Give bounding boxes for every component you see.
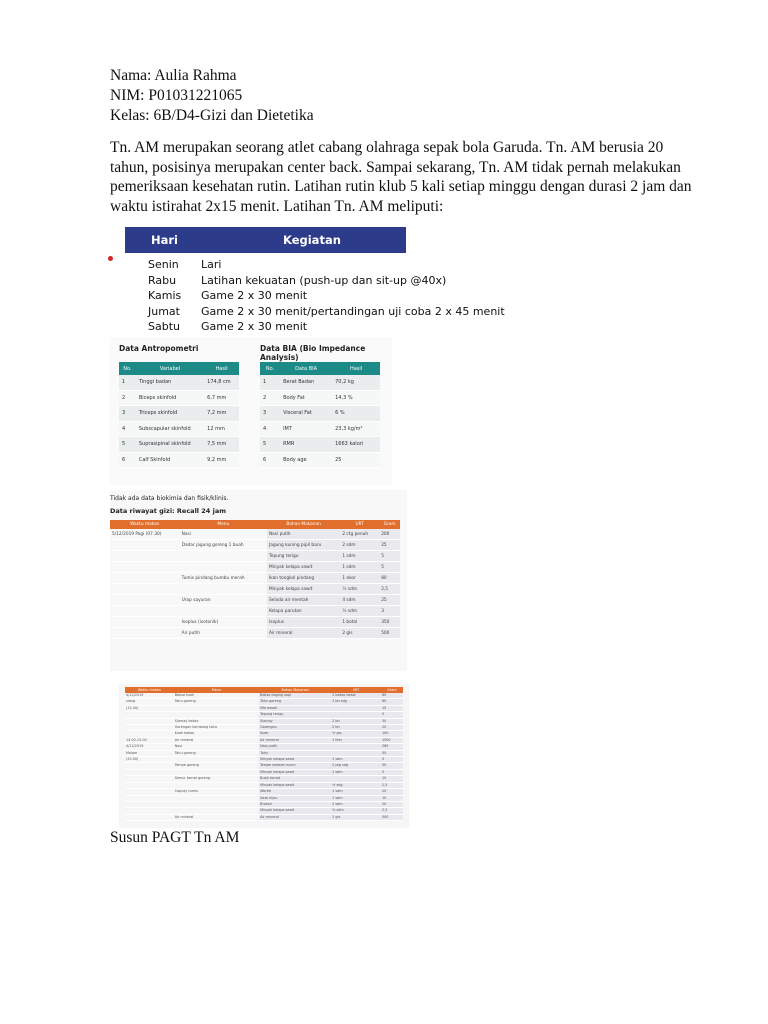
schedule-day: Kamis [148, 289, 182, 302]
table-row [260, 390, 380, 406]
table-cell: siang [125, 699, 174, 705]
schedule-row [125, 273, 447, 289]
schedule-activity: Game 2 x 30 menit/pertandingan uji coba 2 x 45 menit [201, 304, 505, 318]
table-row [110, 628, 400, 639]
table-cell: 4 [119, 421, 136, 437]
table-row [125, 814, 403, 820]
table-cell: Berat Badan [280, 375, 332, 390]
schedule-row [125, 288, 406, 304]
table-cell: 2 sdm [340, 540, 379, 551]
table-cell: Air mineral [259, 737, 331, 743]
table-cell: Ikan tongkol pindang [267, 573, 340, 584]
table-cell: 2 ctg penuh [340, 529, 379, 540]
anthro-title: Data Antropometri [119, 344, 199, 353]
student-info [110, 66, 314, 126]
column-header: No. [260, 362, 280, 375]
table-cell: 10 [381, 795, 403, 801]
table-row [110, 540, 400, 551]
table-cell: Air putih [180, 628, 267, 639]
table-cell: 4/12/2019 [125, 693, 174, 699]
footer-text: Susun PAGT Tn AM [110, 829, 240, 846]
table-cell [110, 617, 180, 628]
column-header: Menu [180, 520, 267, 529]
table-cell: 14,3 % [332, 390, 380, 406]
table-cell: 2 bakso besar [331, 693, 381, 699]
anthro-table [119, 362, 239, 468]
table-row [110, 584, 400, 595]
table-cell: 500 [379, 628, 400, 639]
column-header: Hasil [204, 362, 239, 375]
table-cell: Tempe kedelai murni [259, 763, 331, 769]
table-cell: 2 [260, 390, 280, 406]
table-cell: Minyak kelapa sawit [259, 808, 331, 814]
table-cell: 1 sdm [340, 562, 379, 573]
table-cell: 60 [381, 693, 403, 699]
table-cell: Calf Skinfold [136, 452, 204, 468]
column-header: URT [340, 520, 379, 529]
table-cell: Malam [125, 750, 174, 756]
table-cell: Minyak kelapa sawit [259, 782, 331, 788]
table-cell: 1 sdm [340, 551, 379, 562]
schedule-activity: Lari [201, 258, 222, 271]
table-cell [110, 562, 180, 573]
table-cell: 14.00-15.00 [125, 737, 174, 743]
table-row [260, 421, 380, 437]
table-cell: 2 [119, 390, 136, 406]
table-cell [180, 584, 267, 595]
table-cell: 20 [381, 789, 403, 795]
table-cell: 4/12/2019 [125, 744, 174, 750]
table-row [110, 529, 400, 540]
anthropometry-bia-image [110, 337, 392, 485]
table-row [119, 437, 239, 453]
table-cell: Kuah bakso [174, 731, 259, 737]
table-cell: Sawi hijau [259, 795, 331, 801]
table-cell: 1 botol [340, 617, 379, 628]
table-cell: 2 bh [331, 725, 381, 731]
table-cell: Isoplus [267, 617, 340, 628]
table-cell: Tumis pindang bumbu merah [180, 573, 267, 584]
table-cell: Triceps skinfold [136, 406, 204, 422]
column-header: URT [331, 687, 381, 693]
table-cell: 6 % [332, 406, 380, 422]
table-cell: 174,8 cm [204, 375, 239, 390]
table-cell: 70,2 kg [332, 375, 380, 390]
table-row [110, 617, 400, 628]
column-header: Bahan Makanan [259, 687, 331, 693]
schedule-activity: Game 2 x 30 menit [201, 289, 308, 302]
table-cell: 5 [260, 437, 280, 453]
table-cell: 25 [379, 595, 400, 606]
column-header: Gram [379, 520, 400, 529]
table-cell: ½ sdm [340, 606, 379, 617]
table-cell [110, 606, 180, 617]
table-cell: 1 sdm [331, 795, 381, 801]
table-row [260, 452, 380, 468]
table-cell: Gorengan [259, 725, 331, 731]
column-header: Variabel [136, 362, 204, 375]
recall-table-2 [125, 687, 403, 821]
table-cell: Wortel [259, 789, 331, 795]
table-cell: Tepung terigu [267, 551, 340, 562]
schedule-day: Rabu [148, 273, 177, 287]
table-cell: Tahu goreng [259, 699, 331, 705]
table-cell: 1 [260, 375, 280, 390]
table-cell: 4 [260, 421, 280, 437]
recall-table-1 [110, 520, 400, 639]
column-header: Gram [381, 687, 403, 693]
table-cell: Minyak kelapa sawit [259, 757, 331, 763]
table-cell: 50 [381, 763, 403, 769]
table-row [260, 406, 380, 422]
table-cell: 7,2 mm [204, 406, 239, 422]
table-cell: Bakso kuah [174, 693, 259, 699]
table-cell: 3 [379, 606, 400, 617]
table-cell: 1 ekor [340, 573, 379, 584]
table-cell: 2 ptg sdg [331, 763, 381, 769]
table-cell: 1500 [381, 737, 403, 743]
no-biochem-note: Tidak ada data biokimia dan fisik/klinis. [110, 495, 229, 502]
table-cell: Nasi [174, 744, 259, 750]
table-cell: 5 [381, 712, 403, 718]
table-cell: 25 [332, 452, 380, 468]
table-cell: 5 [119, 437, 136, 453]
table-cell: 15 [381, 705, 403, 711]
student-nim: NIM: P01031221065 [110, 87, 243, 104]
table-cell [110, 551, 180, 562]
column-header: Waktu makan [125, 687, 174, 693]
table-cell: 5 [379, 551, 400, 562]
table-cell: 350 [379, 617, 400, 628]
table-cell: Air mineral [267, 628, 340, 639]
training-schedule-image [125, 227, 505, 335]
table-cell: Tepung terigu [259, 712, 331, 718]
table-cell: Minyak kelapa sawit [259, 769, 331, 775]
table-cell: 7,5 mm [204, 437, 239, 453]
table-cell: Tinggi badan [136, 375, 204, 390]
column-header: No. [119, 362, 136, 375]
table-cell: Capcay tumis [174, 789, 259, 795]
table-cell: Siomay [259, 718, 331, 724]
schedule-activity: Game 2 x 30 menit [201, 320, 308, 333]
table-cell: 100 [381, 731, 403, 737]
column-header: Data BIA [280, 362, 332, 375]
table-cell [180, 551, 267, 562]
column-header: Menu [174, 687, 259, 693]
table-row [119, 452, 239, 468]
table-cell: ½ gls [331, 731, 381, 737]
table-cell: 5 [381, 757, 403, 763]
table-cell: Bakso daging sapi [259, 693, 331, 699]
table-cell: Body age [280, 452, 332, 468]
table-cell: Minyak kelapa sawit [267, 584, 340, 595]
table-cell: 9,2 mm [204, 452, 239, 468]
schedule-day: Senin [148, 258, 179, 271]
table-cell: 1 bh sdg [331, 699, 381, 705]
table-row [119, 390, 239, 406]
student-name: Nama: Aulia Rahma [110, 67, 237, 84]
table-header-row [110, 520, 400, 529]
table-cell: Nasi putih [259, 744, 331, 750]
table-cell: 5 [379, 562, 400, 573]
table-cell: Kelapa parutan [267, 606, 340, 617]
table-cell: 20 [381, 801, 403, 807]
schedule-head-day: Hari [151, 233, 178, 247]
table-cell [125, 814, 174, 820]
schedule-day: Sabtu [148, 320, 180, 333]
table-cell: 3 [119, 406, 136, 422]
table-cell: 2 gls [331, 814, 381, 820]
table-row [260, 437, 380, 453]
table-cell: 80 [379, 573, 400, 584]
schedule-activity: Latihan kekuatan (push-up dan sit-up @40x) [201, 273, 447, 287]
table-cell: 2 gls [340, 628, 379, 639]
table-cell: 6,7 mm [204, 390, 239, 406]
table-cell: ½ sdm [340, 584, 379, 595]
column-header: Waktu makan [110, 520, 180, 529]
table-cell: 1 sdm [331, 769, 381, 775]
table-header-row [119, 362, 239, 375]
table-cell: Gorengan kembang tahu [174, 725, 259, 731]
table-cell: 2,5 [379, 584, 400, 595]
table-cell: 12 mm [204, 421, 239, 437]
case-paragraph: Tn. AM merupakan seorang atlet cabang olahraga sepak bola Garuda. Tn. AM berusia 20 tahun, posisinya merupakan center back. Sampai sekarang, Tn. AM tidak pernah melakukan pemeriksaan kesehatan rutin. Latihan rutin klub 5 kali setiap minggu dengan durasi 2 jam dan waktu istirahat 2x15 menit. Latihan Tn. AM meliputi: [110, 139, 692, 215]
table-cell: 1 liter [331, 737, 381, 743]
bia-title: Data BIA (Bio Impedance Analysis) [260, 344, 366, 362]
table-cell: Suprasipinal skinfold [136, 437, 204, 453]
table-cell [180, 606, 267, 617]
table-cell: Air mineral [259, 814, 331, 820]
table-cell: 25 [379, 540, 400, 551]
table-row [119, 375, 239, 390]
table-cell: 60 [381, 699, 403, 705]
table-cell: Siomay bakso [174, 718, 259, 724]
table-cell: ½ sdm [331, 808, 381, 814]
table-cell: Tahu [259, 750, 331, 756]
table-cell: Body Fat [280, 390, 332, 406]
table-cell: 6 [119, 452, 136, 468]
table-cell: Nasi [180, 529, 267, 540]
schedule-row [125, 319, 406, 335]
table-row [260, 375, 380, 390]
table-cell: 55 [381, 750, 403, 756]
schedule-header [125, 227, 406, 253]
table-cell [180, 562, 267, 573]
table-row [110, 562, 400, 573]
table-cell: 30 [381, 718, 403, 724]
table-cell: 1 sdm [331, 789, 381, 795]
table-cell: (20.00) [125, 757, 174, 763]
table-cell [110, 628, 180, 639]
table-cell: Dadar jagung goreng 1 buah [180, 540, 267, 551]
table-row [110, 551, 400, 562]
recall-24h-image-2 [119, 684, 409, 828]
table-cell: RMR [280, 437, 332, 453]
table-cell: IMT [280, 421, 332, 437]
table-cell [110, 540, 180, 551]
table-cell: Selada air mentah [267, 595, 340, 606]
table-row [119, 406, 239, 422]
table-cell [110, 573, 180, 584]
schedule-row [125, 257, 406, 273]
table-cell [110, 584, 180, 595]
table-cell [110, 595, 180, 606]
table-cell: 20 [381, 725, 403, 731]
table-cell: Air mineral [174, 814, 259, 820]
table-cell: Buah tomat [259, 776, 331, 782]
table-cell: 3 [260, 406, 280, 422]
column-header: Hasil [332, 362, 380, 375]
table-cell: Isoplus (isotonik) [180, 617, 267, 628]
table-cell: 200 [379, 529, 400, 540]
table-cell: Mie basah [259, 705, 331, 711]
table-cell: Tahu goreng [174, 750, 259, 756]
table-cell: Air mineral [174, 737, 259, 743]
table-cell: 1 [119, 375, 136, 390]
table-cell: 2 sdm [331, 801, 381, 807]
bia-table [260, 362, 380, 468]
schedule-row [125, 304, 505, 320]
table-cell: 5/12/2019 Pagi (07.30) [110, 529, 180, 540]
table-cell: Urap sayuran [180, 595, 267, 606]
student-class: Kelas: 6B/D4-Gizi dan Dietetika [110, 107, 314, 124]
table-cell: Tempe goreng [174, 763, 259, 769]
table-row [119, 421, 239, 437]
table-cell: 10 [381, 776, 403, 782]
schedule-day: Jumat [148, 304, 180, 318]
table-cell: 2,5 [381, 808, 403, 814]
table-cell: Tahu goreng [174, 699, 259, 705]
table-cell: 1 sdm [331, 757, 381, 763]
table-cell: 2 bh [331, 718, 381, 724]
table-header-row [260, 362, 380, 375]
table-cell: 2,5 [381, 782, 403, 788]
table-cell: Brokoli [259, 801, 331, 807]
recall-title: Data riwayat gizi: Recall 24 jam [110, 507, 226, 515]
table-cell: Nasi putih [267, 529, 340, 540]
table-cell: Kuah [259, 731, 331, 737]
table-cell: (12.00) [125, 705, 174, 711]
table-cell: 6 [260, 452, 280, 468]
table-cell: 5 [381, 769, 403, 775]
table-cell: 269 [381, 744, 403, 750]
table-cell: 4 sdm [340, 595, 379, 606]
table-cell: Subscapular skinfold [136, 421, 204, 437]
table-cell: 500 [381, 814, 403, 820]
table-row [110, 573, 400, 584]
schedule-head-activity: Kegiatan [283, 233, 341, 247]
table-cell: Biceps skinfold [136, 390, 204, 406]
table-cell: 23,3 kg/m² [332, 421, 380, 437]
column-header: Bahan Makanan [267, 520, 340, 529]
table-cell: Semur tomat goreng [174, 776, 259, 782]
table-row [110, 606, 400, 617]
table-row [110, 595, 400, 606]
table-cell: Minyak kelapa sawit [267, 562, 340, 573]
recall-24h-image-1 [110, 490, 407, 671]
bullet-icon [108, 256, 113, 261]
table-cell: 1663 kalori [332, 437, 380, 453]
table-cell: Visceral Fat [280, 406, 332, 422]
table-cell: ½ sdg [331, 782, 381, 788]
table-cell: Jagung kuning pipil baru [267, 540, 340, 551]
